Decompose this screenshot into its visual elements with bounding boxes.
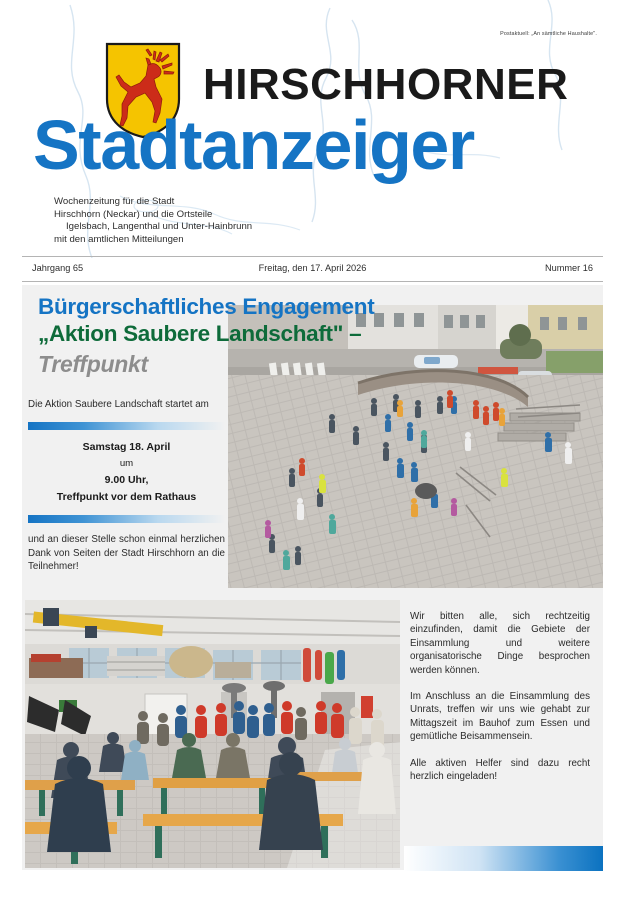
right-paragraph-2: Im Anschluss an die Einsammlung des Unrats, treffen wir uns wie gehabt zur Mittagszeit im Bauhof zum Essen und gemütliche Beisammensein. [410, 691, 590, 743]
article-panel [22, 285, 603, 870]
issue-number: Nummer 16 [545, 263, 593, 273]
headline-line-3: Treffpunkt [38, 351, 148, 377]
headline-line-1: Bürgerschaftliches Engagement [38, 294, 375, 319]
subtitle-line-4: mit den amtlichen Mitteilungen [54, 233, 184, 245]
article-headline [38, 293, 468, 381]
subtitle-line-2: Hirschhorn (Neckar) und die Ortsteile [54, 208, 213, 220]
meeting-date: Samstag 18. April [82, 441, 171, 454]
postaktuell-notice: Postaktuell: „An sämtliche Haushalte". [500, 31, 597, 37]
meeting-time: 9.00 Uhr, [104, 474, 149, 487]
subtitle-line-1: Wochenzeitung für die Stadt [54, 196, 175, 207]
issue-date: Freitag, den 17. April 2026 [258, 263, 367, 273]
paper-name: HIRSCHHORNER [203, 60, 569, 109]
paper-title: Stadtanzeiger [33, 106, 474, 184]
thanks-paragraph: und an dieser Stelle schon einmal herzlichen Dank von Seiten der Stadt Hirschhorn an die Teilnehmer! [28, 534, 225, 573]
right-paragraph-3: Alle aktiven Helfer sind dazu recht herzlich eingeladen! [410, 757, 590, 783]
headline-line-2: „Aktion Saubere Landschaft" – [38, 321, 362, 346]
intro-paragraph: Die Aktion Saubere Landschaft startet am [28, 399, 209, 410]
photo-hall-gathering [25, 600, 400, 868]
right-paragraph-1: Wir bitten alle, sich rechtzeitig einzufinden, damit die Gebiete der Einsammlung und weitere organisatorische Dinge besprochen werden können. [410, 611, 590, 676]
masthead-subtitle [54, 196, 252, 246]
footer-accent-bar [404, 846, 603, 871]
meeting-details [28, 439, 225, 505]
subtitle-line-3: Igelsbach, Langenthal und Unter-Hainbrunn [66, 221, 253, 233]
masthead [0, 0, 625, 258]
meeting-connector: um [119, 457, 134, 469]
meeting-place: Treffpunkt vor dem Rathaus [56, 490, 197, 503]
divider-bar-top [28, 422, 225, 430]
volume-label: Jahrgang 65 [32, 263, 84, 273]
issue-info-bar [22, 256, 603, 282]
divider-bar-bottom [28, 515, 225, 523]
article-right-column [410, 610, 590, 783]
article-left-column [28, 398, 225, 574]
